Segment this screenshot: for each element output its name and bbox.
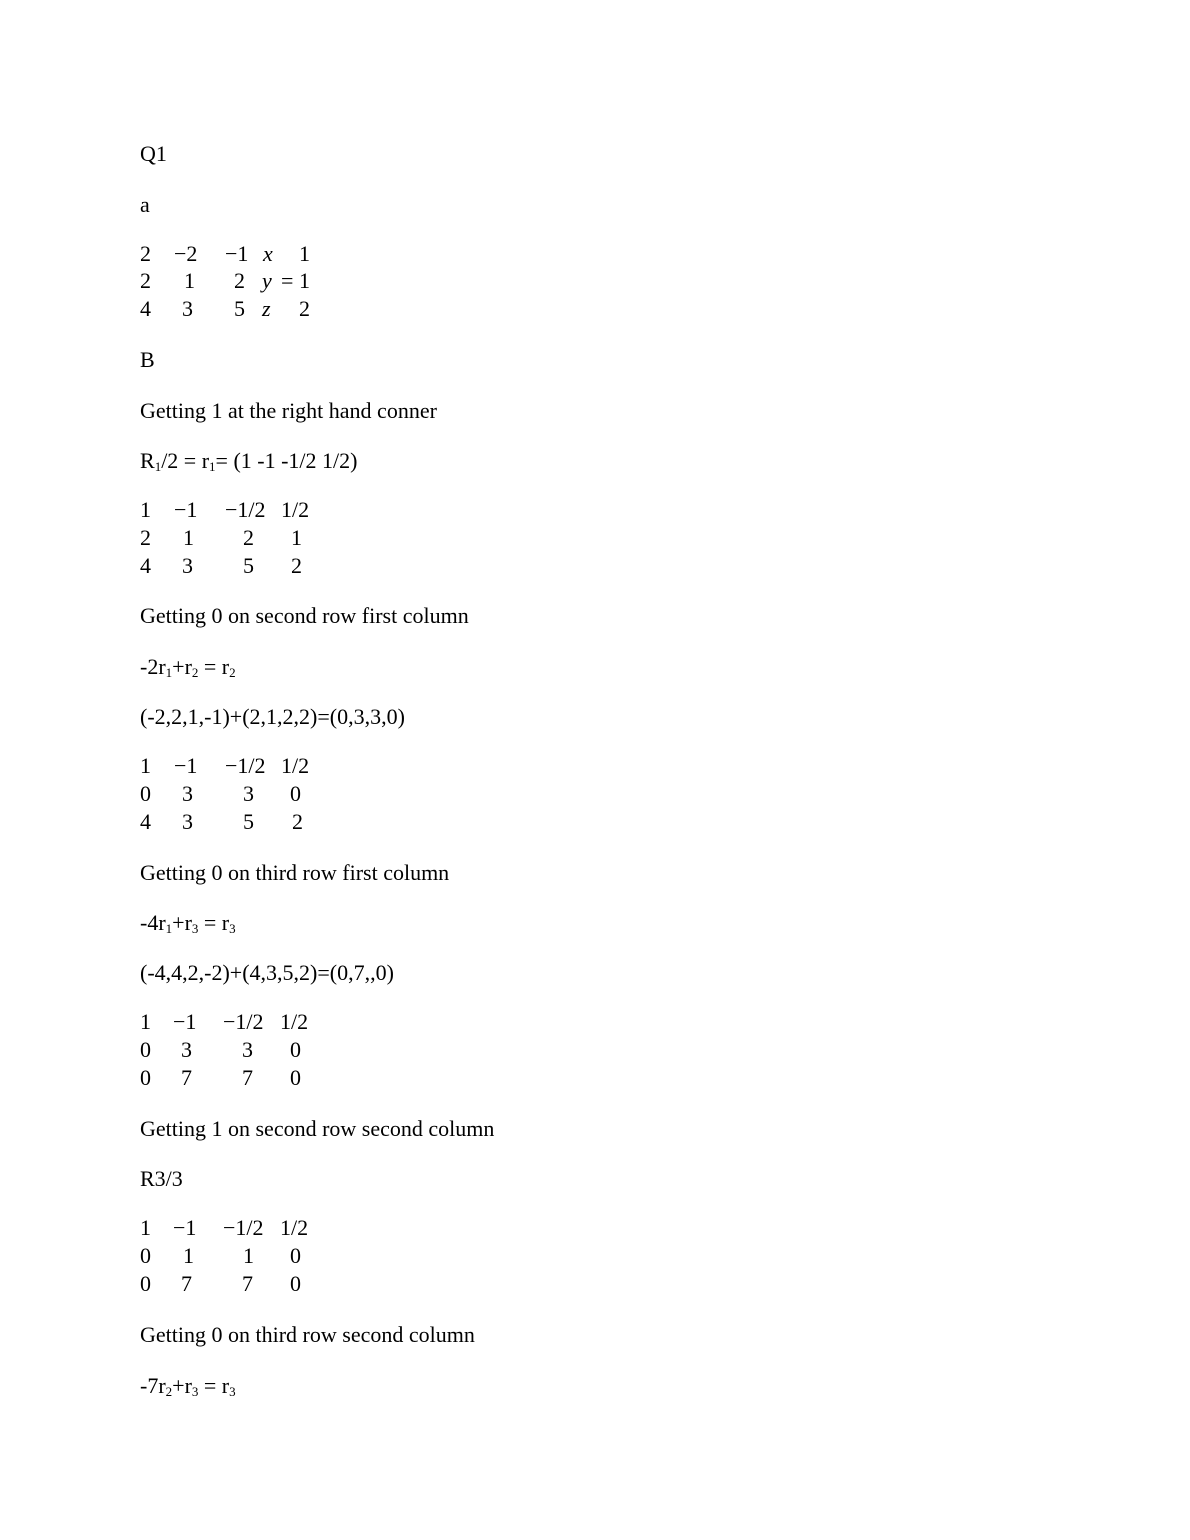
matrix-cell: 1: [140, 1009, 151, 1034]
op-text: +r: [172, 654, 192, 679]
matrix-row: [0, 553, 340, 581]
matrix-cell: 1: [140, 497, 151, 522]
op-subscript: 1: [165, 665, 173, 680]
op-text: -2r: [140, 654, 166, 679]
step2-title: Getting 0 on second row first column: [140, 603, 469, 628]
matrix-cell: 0: [290, 1243, 301, 1268]
system-cell: 5: [234, 296, 245, 321]
matrix-cell: 1/2: [280, 1009, 309, 1034]
matrix-row: [0, 753, 340, 781]
matrix-cell: 3: [243, 781, 254, 806]
op-subscript: 2: [229, 665, 236, 680]
matrix-row: [0, 781, 340, 809]
system-cell: 2: [140, 268, 151, 293]
matrix-cell: 0: [290, 1065, 301, 1090]
matrix-cell: 1: [140, 1215, 151, 1240]
matrix-row: [0, 1271, 340, 1299]
step3-operation: [140, 910, 236, 942]
op-subscript: 3: [229, 921, 236, 936]
matrix-cell: 1: [140, 753, 151, 778]
matrix-cell: −1/2: [223, 1215, 264, 1240]
step1-operation: [140, 448, 357, 480]
matrix-cell: 4: [140, 553, 151, 578]
step1-title: Getting 1 at the right hand conner: [140, 398, 437, 423]
system-equals: =: [281, 268, 294, 293]
op-text: -7r: [140, 1373, 166, 1398]
step5-title: Getting 0 on third row second column: [140, 1322, 475, 1347]
matrix-row: [0, 809, 340, 837]
matrix-row: [0, 1037, 340, 1065]
op-subscript: 3: [191, 1384, 199, 1399]
system-cell: 2: [234, 268, 245, 293]
matrix-cell: −1: [174, 753, 198, 778]
matrix-row: [0, 525, 340, 553]
system-cell: 1: [299, 241, 310, 266]
matrix-cell: 1/2: [281, 753, 310, 778]
matrix-cell: 7: [242, 1271, 253, 1296]
matrix-cell: 2: [243, 525, 254, 550]
step2-calculation: (-2,2,1,-1)+(2,1,2,2)=(0,3,3,0): [140, 704, 405, 729]
system-variable: x: [263, 241, 273, 266]
matrix-cell: −1: [174, 497, 198, 522]
op-subscript: 1: [154, 459, 162, 474]
step4-operation: R3/3: [140, 1166, 183, 1191]
matrix-cell: 4: [140, 809, 151, 834]
question-label: Q1: [140, 141, 167, 166]
matrix-cell: 5: [243, 809, 254, 834]
matrix-cell: −1/2: [223, 1009, 264, 1034]
matrix-cell: 3: [182, 553, 193, 578]
matrix-cell: 2: [292, 809, 303, 834]
matrix-cell: −1: [173, 1009, 197, 1034]
matrix-cell: 1: [183, 1243, 194, 1268]
system-cell: −2: [174, 241, 198, 266]
matrix-cell: 2: [140, 525, 151, 550]
matrix-cell: −1/2: [225, 497, 266, 522]
op-text: -4r: [140, 910, 166, 935]
matrix-cell: 1/2: [281, 497, 310, 522]
system-row-2: [0, 268, 340, 296]
matrix-cell: 0: [290, 781, 301, 806]
matrix-row: [0, 1243, 340, 1271]
matrix-cell: 2: [291, 553, 302, 578]
matrix-cell: 7: [181, 1065, 192, 1090]
step3-calculation: (-4,4,2,-2)+(4,3,5,2)=(0,7,,0): [140, 960, 394, 985]
matrix-cell: 0: [140, 1271, 151, 1296]
system-cell: 2: [140, 241, 151, 266]
op-text: R: [140, 448, 155, 473]
system-cell: 4: [140, 296, 151, 321]
op-text: /2 = r: [161, 448, 210, 473]
matrix-cell: 3: [182, 809, 193, 834]
step5-operation: [140, 1373, 236, 1405]
matrix-cell: 1: [243, 1243, 254, 1268]
system-row-3: [0, 296, 340, 324]
matrix-cell: 0: [290, 1037, 301, 1062]
system-variable: z: [262, 296, 271, 321]
matrix-cell: 1: [183, 525, 194, 550]
matrix-cell: 1: [291, 525, 302, 550]
matrix-cell: 3: [242, 1037, 253, 1062]
matrix-cell: 0: [140, 1037, 151, 1062]
system-cell: −1: [225, 241, 249, 266]
op-text: +r: [172, 910, 192, 935]
matrix-row: [0, 497, 340, 525]
matrix-cell: −1/2: [225, 753, 266, 778]
matrix-cell: 0: [140, 1065, 151, 1090]
matrix-cell: 3: [181, 1037, 192, 1062]
matrix-row: [0, 1215, 340, 1243]
op-text: = r: [198, 910, 230, 935]
op-subscript: 2: [165, 1384, 173, 1399]
matrix-cell: 0: [140, 781, 151, 806]
matrix-row: [0, 1065, 340, 1093]
op-subscript: 3: [191, 921, 199, 936]
op-text: +r: [172, 1373, 192, 1398]
op-text: = (1 -1 -1/2 1/2): [215, 448, 358, 473]
part-b-label: B: [140, 347, 155, 372]
op-subscript: 1: [165, 921, 173, 936]
matrix-cell: 0: [290, 1271, 301, 1296]
system-row-1: [0, 241, 340, 269]
system-cell: 1: [299, 268, 310, 293]
matrix-cell: 0: [140, 1243, 151, 1268]
system-cell: 1: [184, 268, 195, 293]
matrix-row: [0, 1009, 340, 1037]
matrix-cell: 5: [243, 553, 254, 578]
system-cell: 2: [299, 296, 310, 321]
matrix-cell: 7: [242, 1065, 253, 1090]
step2-operation: [140, 654, 236, 686]
matrix-cell: −1: [173, 1215, 197, 1240]
op-subscript: 1: [209, 459, 216, 474]
system-cell: 3: [182, 296, 193, 321]
op-text: = r: [198, 1373, 230, 1398]
part-a-label: a: [140, 192, 150, 217]
op-text: = r: [198, 654, 230, 679]
op-subscript: 3: [229, 1384, 236, 1399]
op-subscript: 2: [191, 665, 199, 680]
matrix-cell: 3: [182, 781, 193, 806]
step4-title: Getting 1 on second row second column: [140, 1116, 495, 1141]
system-variable: y: [262, 268, 272, 293]
matrix-cell: 7: [181, 1271, 192, 1296]
matrix-cell: 1/2: [280, 1215, 309, 1240]
step3-title: Getting 0 on third row first column: [140, 860, 450, 885]
